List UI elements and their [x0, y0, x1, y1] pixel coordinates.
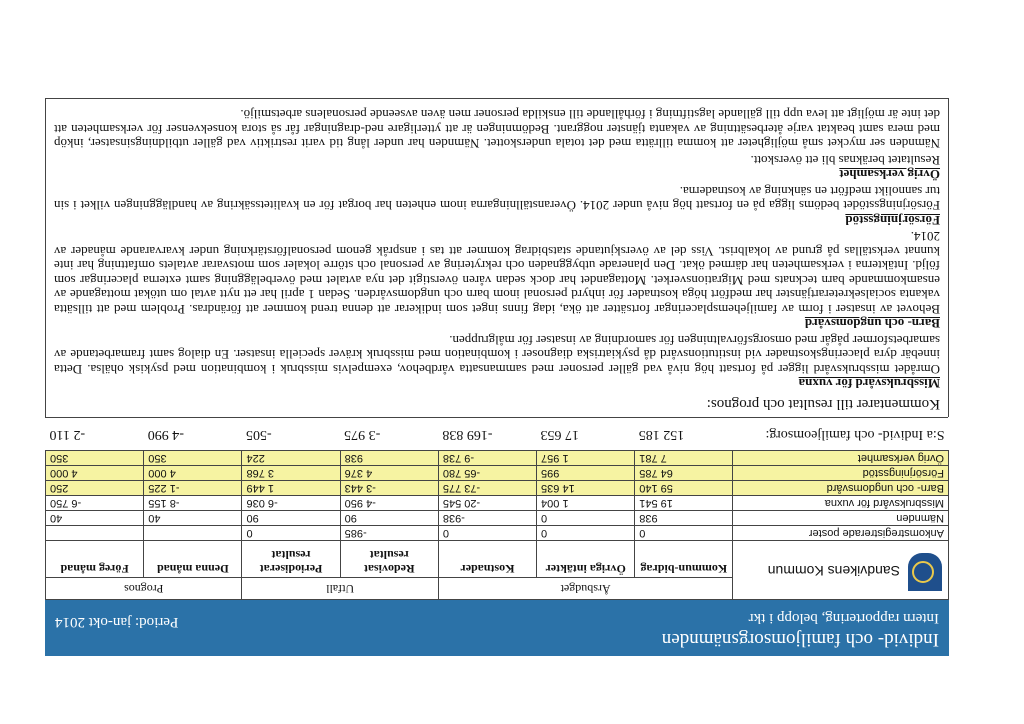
comment-paragraph: Försörjningsstödet bedöms ligga på en fortsatt hög nivå under 2014. Överanställningarna inom enheten har borgat för en kvalitetssäkring av handläggningen vilket i sin tur sannolikt medfört en sänkning av kostnaderna. [54, 184, 940, 214]
table-cell: 1 449 [242, 481, 340, 496]
table-cell: 1 957 [537, 451, 635, 466]
table-cell: 0 [537, 511, 635, 526]
table-cell: 7 781 [635, 451, 733, 466]
comments-title: Kommentarer till resultat och prognos: [706, 396, 940, 412]
municipality-name: Sandvikens Kommun [767, 563, 900, 579]
row-label: Försörjningsstöd [733, 466, 949, 481]
table-cell: -6 750 [46, 496, 144, 511]
column-header: Övriga intäkter [537, 541, 635, 578]
row-label: Ankomstregistrerade poster [733, 526, 949, 541]
table-cell [144, 526, 242, 541]
table-cell: 19 541 [635, 496, 733, 511]
comment-paragraph: Resultatet beräknas bli ett överskott. [750, 153, 940, 168]
table-row [46, 466, 949, 481]
table-cell: -1 225 [144, 481, 242, 496]
table-cell: 40 [144, 511, 242, 526]
table-cell: 0 [537, 526, 635, 541]
municipal-crest-icon [908, 553, 942, 591]
total-cell: -505 [242, 418, 340, 451]
table-cell: -20 545 [438, 496, 536, 511]
column-header: Kostnader [438, 541, 536, 578]
report-subtitle: Intern rapportering, belopp i tkr [748, 610, 939, 626]
table-cell: -8 155 [144, 496, 242, 511]
column-header: Denna månad [144, 541, 242, 578]
comment-paragraph: Nämnden ser mycket små möjligheter att komma tillrätta med det totala underskottet. Nämnden har under lång tid varit restriktiv vad gäller utbildningsinsatser, inköp med mera samt beaktat varje återbesättning av vakanta tjänster noggrant. Bedömningen är att ytterligare ned-dragningar får så stora konsekvenser för verksamheten att det inte är möjligt att leva upp till gällande lagstiftning i förhållande till enskilda personer men även avseende personalens arbetsmiljö. [54, 107, 940, 152]
table-cell: 64 785 [635, 466, 733, 481]
table-cell: -985 [340, 526, 438, 541]
table-cell: 938 [635, 511, 733, 526]
comment-paragraph: Behovet av insatser i form av familjehemsplaceringar fortsätter att öka, idag finns inget som indikerar att denna trend kommer att förändras. Problem med att tillsätta vakanta socialsekreterartjänster har medfört höga kostnader för inhyrd personal inom barn och ungdomsvården. Sedan 1 april har ett nytt avtal om utökat mottagande av ensamkommande barn tecknats med Migrationsverket. Mottagandet har dock sedan våren överstigit det nya avtalet med överbeläggning samt externa placeringar som följd. Intäkterna i verksamheten har därmed ökat. Den planerade utbyggnaden och rekrytering av personal och större lokaler som motsvarar avtalets omfattning har inte kunnat verkställas på grund av lokalbrist. Viss del av överskjutande statsbidrag kommer att tas i anspråk genom personalförstärkning under kvarvarande månader av 2014. [54, 229, 940, 317]
table-cell: 938 [340, 451, 438, 466]
row-label: Missbruksvård för vuxna [733, 496, 949, 511]
group-header-budget: Årsbudget [438, 578, 733, 600]
comment-heading: Övrig verksamhet [839, 167, 940, 183]
report-title: Individ- och familjomsorgsnämnden [661, 629, 939, 650]
financial-table [45, 417, 949, 600]
column-header: Föreg månad [46, 541, 144, 578]
group-header-outcome: Utfall [242, 578, 438, 600]
table-cell [46, 526, 144, 541]
table-cell: 250 [46, 481, 144, 496]
total-cell: 152 185 [635, 418, 733, 451]
total-row [46, 418, 949, 451]
table-row [46, 526, 949, 541]
row-label: Nämnden [733, 511, 949, 526]
table-cell: 224 [242, 451, 340, 466]
total-cell: -169 838 [438, 418, 536, 451]
total-cell: -3 975 [340, 418, 438, 451]
table-body [46, 451, 949, 541]
total-cell: -2 110 [46, 418, 144, 451]
table-cell: 350 [144, 451, 242, 466]
row-label: Barn- och ungdomsvård [733, 481, 949, 496]
table-cell: -73 775 [438, 481, 536, 496]
report-document [45, 98, 949, 656]
table-cell: 995 [537, 466, 635, 481]
table-row [46, 511, 949, 526]
table-row [46, 451, 949, 466]
comments-body [54, 107, 940, 391]
table-cell: 59 140 [635, 481, 733, 496]
report-period: Period: jan-okt 2014 [55, 614, 179, 630]
comment-heading: Barn- och ungdomsvård [804, 316, 940, 332]
table-cell: 4 376 [340, 466, 438, 481]
total-label: S:a Individ- och familjeomsorg: [733, 418, 949, 451]
table-cell: -65 780 [438, 466, 536, 481]
table-cell: -938 [438, 511, 536, 526]
table-cell: 0 [635, 526, 733, 541]
table-cell: 90 [242, 511, 340, 526]
report-header [45, 600, 949, 656]
table-row [46, 481, 949, 496]
table-cell: 350 [46, 451, 144, 466]
column-header: Kommun-bidrag [635, 541, 733, 578]
comment-heading: Försörjningsstöd [845, 213, 940, 228]
comment-paragraph: Området missbruksvård ligger på fortsatt hög nivå vad gäller personer med sammansatta vårdbehov, exempelvis missbruk i kombination med psykisk ohälsa. Detta innebär dyra placeringskostnader vid institutionsvård då psykiatriska diagnoser i kombination med missbruk kräver speciella insatser. En dialog samt framarbetande av samarbetsformer pågår med omsorgsförvaltningen för samordning av insatser för målgruppen. [54, 333, 940, 377]
logo-cell [733, 541, 949, 600]
total-cell: 17 653 [537, 418, 635, 451]
table-cell: -9 738 [438, 451, 536, 466]
table-cell: 40 [46, 511, 144, 526]
comment-heading: Missbruksvård för vuxna [798, 376, 940, 392]
row-label: Övrig verksamhet [733, 451, 949, 466]
table-cell: 4 000 [144, 466, 242, 481]
column-header: Redovisat resultat [340, 541, 438, 578]
table-row [46, 496, 949, 511]
table-cell: -6 036 [242, 496, 340, 511]
table-cell: 90 [340, 511, 438, 526]
group-header-forecast: Prognos [46, 578, 242, 600]
table-cell: 3 768 [242, 466, 340, 481]
table-cell: 1 004 [537, 496, 635, 511]
column-header: Periodiserat resultat [242, 541, 340, 578]
table-cell: -3 443 [340, 481, 438, 496]
table-cell: 0 [438, 526, 536, 541]
comments-section [45, 98, 949, 417]
total-cell: -4 990 [144, 418, 242, 451]
table-cell: 14 635 [537, 481, 635, 496]
table-cell: -4 950 [340, 496, 438, 511]
table-cell: 0 [242, 526, 340, 541]
table-cell: 4 000 [46, 466, 144, 481]
